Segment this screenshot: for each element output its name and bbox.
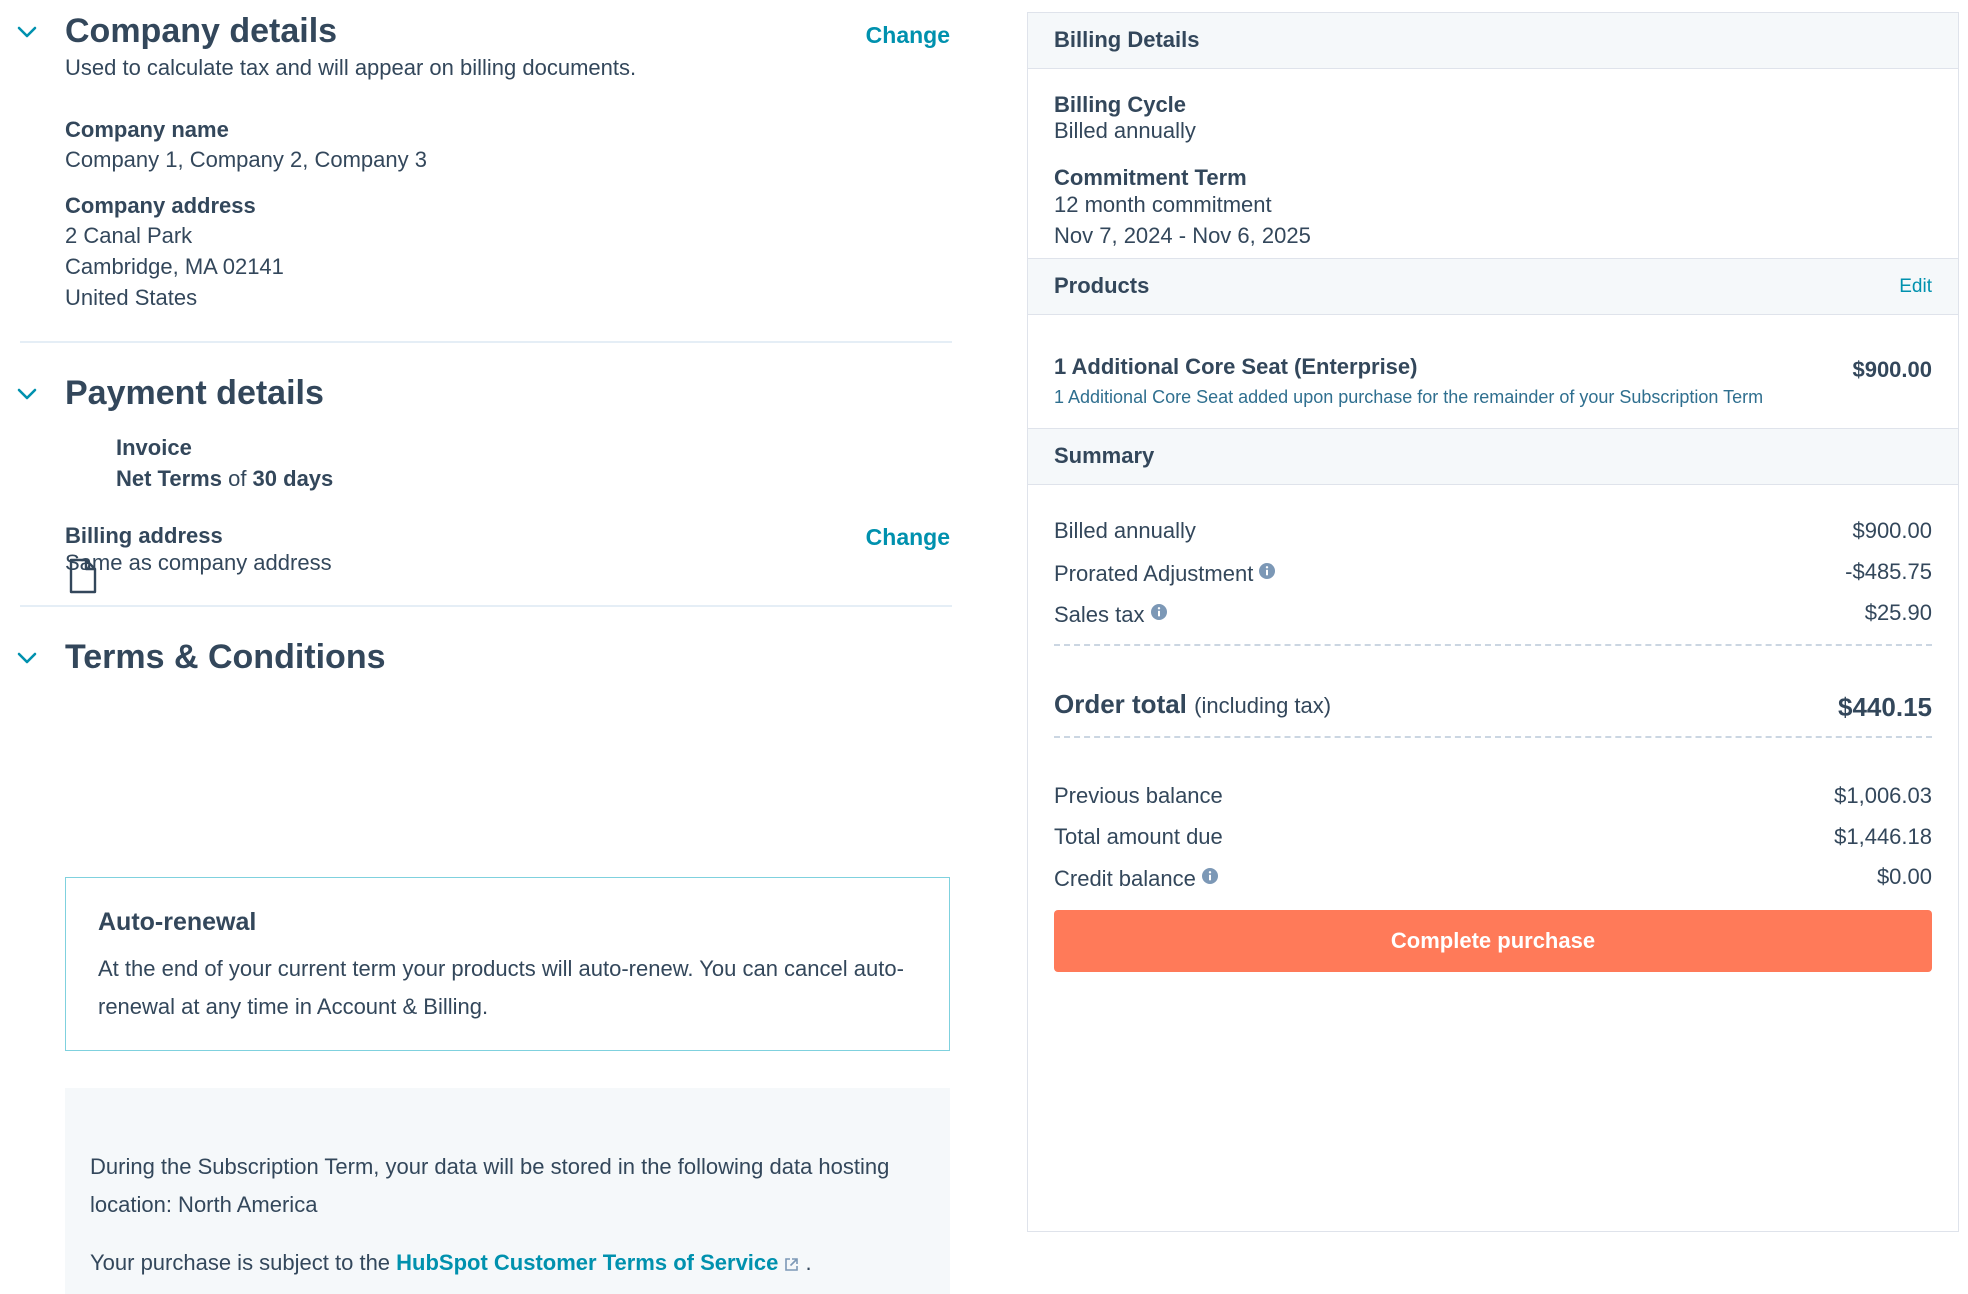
balance-row-label: Total amount due xyxy=(1054,824,1223,849)
section-divider xyxy=(20,605,952,607)
chevron-down-icon[interactable] xyxy=(16,21,38,43)
company-details-title: Company details xyxy=(65,12,338,50)
balance-row xyxy=(1054,864,1218,892)
summary-row-amount: $900.00 xyxy=(1852,518,1932,543)
commitment-term-dates: Nov 7, 2024 - Nov 6, 2025 xyxy=(1054,223,1311,248)
auto-renewal-title: Auto-renewal xyxy=(98,908,257,936)
info-icon[interactable] xyxy=(1202,864,1218,890)
company-name-value: Company 1, Company 2, Company 3 xyxy=(65,147,427,172)
product-name: 1 Additional Core Seat (Enterprise) xyxy=(1054,354,1418,379)
summary-row xyxy=(1054,559,1275,587)
net-terms-days: 30 days xyxy=(252,466,334,491)
company-subtitle: Used to calculate tax and will appear on billing documents. xyxy=(65,55,637,80)
terms-of-service-line xyxy=(90,1250,812,1278)
billing-address-value: Same as company address xyxy=(65,550,332,575)
complete-purchase-button[interactable]: Complete purchase xyxy=(1054,910,1932,972)
billing-cycle-label: Billing Cycle xyxy=(1054,92,1187,117)
balance-row-label: Previous balance xyxy=(1054,783,1223,808)
billing-address-label: Billing address xyxy=(65,523,223,548)
billing-panel xyxy=(1027,12,1959,1232)
billing-details-header xyxy=(1028,12,1958,69)
section-divider xyxy=(20,341,952,343)
info-icon[interactable] xyxy=(1151,600,1167,626)
data-hosting-text: During the Subscription Term, your data will be stored in the following data hosting location: North America xyxy=(90,1154,890,1217)
company-name-label: Company name xyxy=(65,117,229,142)
chevron-down-icon[interactable] xyxy=(16,383,38,405)
auto-renewal-card xyxy=(65,877,950,1051)
company-address-line: United States xyxy=(65,285,198,310)
payment-method: Invoice xyxy=(116,435,192,460)
products-title: Products xyxy=(1054,273,1150,298)
products-edit-link[interactable]: Edit xyxy=(1899,276,1932,297)
dashed-divider xyxy=(1054,644,1932,646)
billing-details-title: Billing Details xyxy=(1054,27,1200,52)
order-total-sub: (including tax) xyxy=(1194,693,1332,718)
balance-row-amount: $1,006.03 xyxy=(1834,783,1932,808)
summary-row-label: Prorated Adjustment xyxy=(1054,561,1254,586)
balance-row-amount: $0.00 xyxy=(1876,864,1932,889)
summary-row-amount: $25.90 xyxy=(1864,600,1932,625)
billing-change-link[interactable]: Change xyxy=(865,524,950,550)
order-total-label xyxy=(1054,689,1331,720)
balance-row-amount: $1,446.18 xyxy=(1834,824,1932,849)
products-header xyxy=(1028,258,1958,315)
tos-prefix: Your purchase is subject to the xyxy=(90,1250,397,1275)
product-price: $900.00 xyxy=(1852,357,1932,382)
summary-title: Summary xyxy=(1054,443,1155,468)
summary-row-amount: -$485.75 xyxy=(1845,559,1932,584)
balance-row-label: Credit balance xyxy=(1054,866,1196,891)
data-hosting-card xyxy=(65,1088,950,1294)
company-change-link[interactable]: Change xyxy=(865,22,950,48)
order-total-amount: $440.15 xyxy=(1838,692,1932,722)
terms-of-service-link[interactable]: HubSpot Customer Terms of Service xyxy=(396,1250,779,1275)
company-address-label: Company address xyxy=(65,193,256,218)
order-total-text: Order total xyxy=(1054,689,1187,719)
payment-details-title: Payment details xyxy=(65,374,324,412)
company-address-line: Cambridge, MA 02141 xyxy=(65,254,284,279)
terms-connector: of xyxy=(221,466,253,491)
tos-suffix: . xyxy=(799,1250,812,1275)
chevron-down-icon[interactable] xyxy=(16,647,38,669)
payment-terms xyxy=(116,466,333,492)
company-address-line: 2 Canal Park xyxy=(65,223,193,248)
dashed-divider xyxy=(1054,736,1932,738)
info-icon[interactable] xyxy=(1259,559,1275,585)
auto-renewal-text: At the end of your current term your products will auto-renew. You can cancel auto-renewal at any time in Account & Billing. xyxy=(98,956,904,1019)
commitment-term-label: Commitment Term xyxy=(1054,165,1247,190)
external-link-icon[interactable] xyxy=(784,1252,799,1278)
summary-row xyxy=(1054,600,1167,628)
billing-cycle-value: Billed annually xyxy=(1054,118,1196,143)
summary-row-label: Billed annually xyxy=(1054,518,1196,543)
summary-header xyxy=(1028,428,1958,485)
terms-title: Terms & Conditions xyxy=(65,638,386,676)
net-terms-label: Net Terms xyxy=(116,466,222,491)
commitment-term-value: 12 month commitment xyxy=(1054,192,1272,217)
summary-row-label: Sales tax xyxy=(1054,602,1145,627)
product-description: 1 Additional Core Seat added upon purchase for the remainder of your Subscription Term xyxy=(1054,387,1764,407)
